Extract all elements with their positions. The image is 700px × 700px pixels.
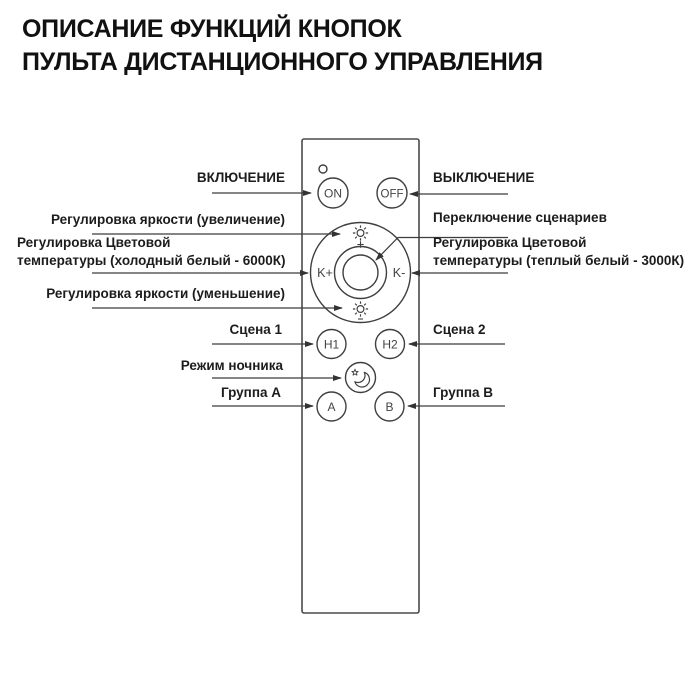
- h2-button-label: H2: [382, 337, 398, 352]
- group-a-button-label: A: [327, 400, 336, 414]
- night-mode-button: [346, 363, 376, 393]
- label-color-temp-cold: Регулировка Цветовой температуры (холодный белый - 6000К): [17, 235, 286, 268]
- on-button-label: ON: [324, 186, 342, 201]
- label-night-mode: Режим ночника: [180, 358, 283, 373]
- label-scene-1: Сцена 1: [229, 322, 282, 337]
- label-scene-switch: Переключение сценариев: [433, 210, 607, 225]
- label-scene-2: Сцена 2: [433, 322, 486, 337]
- group-b-button-label: B: [385, 400, 394, 414]
- k-minus-label: K-: [392, 266, 406, 280]
- h1-button-label: H1: [323, 337, 340, 352]
- label-power-off: ВЫКЛЮЧЕНИЕ: [433, 170, 535, 185]
- label-brightness-up: Регулировка яркости (увеличение): [50, 212, 285, 227]
- label-group-a: Группа A: [220, 385, 281, 400]
- off-button-label: OFF: [380, 188, 404, 201]
- page-title: ОПИСАНИЕ ФУНКЦИЙ КНОПОК ПУЛЬТА ДИСТАНЦИОННОГО УПРАВЛЕНИЯ: [22, 15, 543, 76]
- led-dot-icon: [319, 165, 327, 173]
- label-group-b: Группа B: [433, 385, 494, 400]
- label-brightness-down: Регулировка яркости (уменьшение): [46, 286, 285, 301]
- k-plus-label: K+: [317, 266, 333, 280]
- label-power-on: ВКЛЮЧЕНИЕ: [196, 170, 285, 185]
- label-color-temp-warm: Регулировка Цветовой температуры (теплый белый - 3000К): [433, 235, 685, 268]
